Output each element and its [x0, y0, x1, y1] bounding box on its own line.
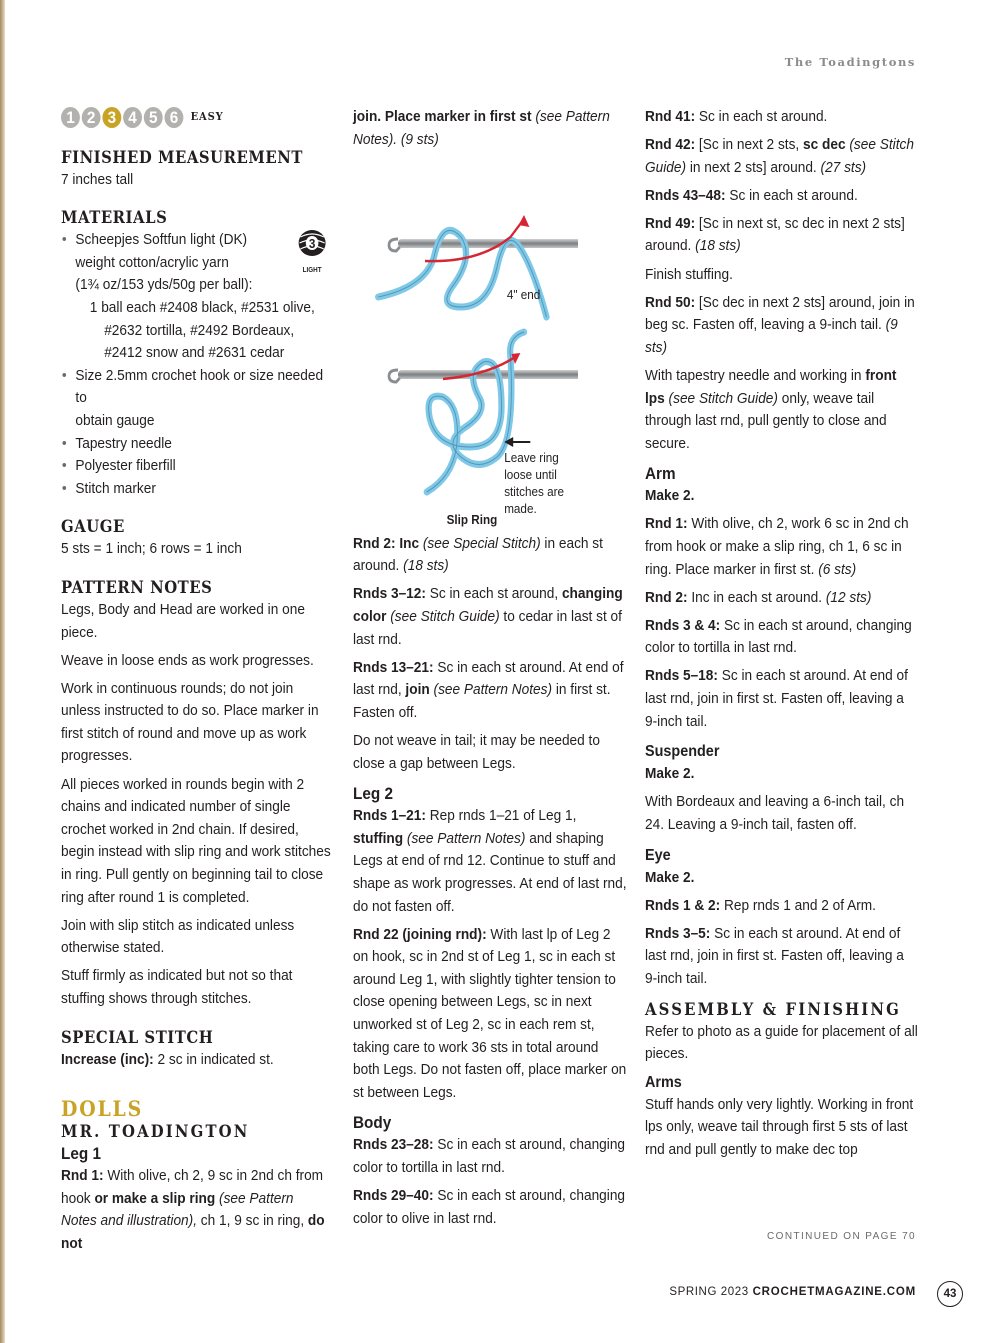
footer-magazine: SPRING 2023 CROCHETMAGAZINE.COM	[669, 1286, 916, 1298]
body-rnds43-48: Rnds 43–48: Sc in each st around.	[645, 186, 858, 204]
figure-caption: Slip Ring	[446, 511, 498, 527]
special-stitch-heading: SPECIAL STITCH	[61, 1027, 214, 1047]
leg2-heading: Leg 2	[353, 784, 393, 804]
finished-measurement-heading: FINISHED MEASUREMENT	[61, 147, 303, 167]
material-yarn-colors-1: 1 ball each #2408 black, #2531 olive,	[89, 298, 315, 316]
continued-note: CONTINUED ON PAGE 70	[767, 1231, 916, 1242]
body-rnds23-28: Rnds 23–28: Sc in each st around, changing color to tortilla in last rnd.	[353, 1136, 626, 1176]
arm-rnds5-18: Rnds 5–18: Sc in each st around. At end of last rnd, join in first st. Fasten off, leaving a 9-inch tail.	[645, 667, 908, 730]
suspender-make: Make 2.	[645, 765, 695, 783]
leg1-rnd2: Rnd 2: Inc (see Special Stitch) in each st around. (18 sts)	[353, 534, 603, 575]
body-rnds29-40: Rnds 29–40: Sc in each st around, changing color to olive in last rnd.	[353, 1187, 626, 1227]
finish-stuffing: Finish stuffing.	[645, 265, 733, 283]
crochet-hook-top	[398, 239, 578, 248]
material-yarn-colors-2: #2632 tortilla, #2492 Bordeaux,	[104, 321, 295, 339]
material-hook: • Size 2.5mm crochet hook or size needed to obtain gauge	[61, 365, 331, 433]
column-3	[645, 106, 920, 1167]
skill-level-indicator	[61, 106, 331, 129]
body-rnd49: Rnd 49: [Sc in next st, sc dec in next 2 sts] around. (18 sts)	[645, 214, 905, 255]
pattern-note: Stuff firmly as indicated but not so that stuffing shows through stitches.	[61, 967, 293, 1007]
arms-heading: Arms	[645, 1073, 682, 1091]
skill-level-circle: 1	[61, 107, 80, 128]
tapestry-note: With tapestry needle and working in front lps (see Stitch Guide) only, weave tail through last rnd, pull gently to close and secure.	[645, 366, 897, 452]
pattern-note: Weave in loose ends as work progresses.	[61, 651, 314, 669]
material-yarn: • Scheepjes Softfun light (DK) weight cotton/acrylic yarn (1¾ oz/153 yds/50g per ball):	[61, 229, 331, 297]
skill-level-circle: 6	[165, 107, 184, 128]
page-number: 43	[937, 1281, 963, 1307]
suspender-text: With Bordeaux and leaving a 6-inch tail, ch 24. Leaving a 9-inch tail, fasten off.	[645, 793, 905, 833]
leg2-rnd22: Rnd 22 (joining rnd): With last lp of Leg 2 on hook, sc in 2nd st of Leg 1, sc in each st around Leg 1, with slightly tighter tension to close opening between Legs, sc in next unworked st of Leg 2, sc in each rem st, taking care to work 36 sts in total around both Legs. Do not fasten off, place marker on st between Legs.	[353, 925, 627, 1101]
leg1-rnds13-21: Rnds 13–21: Sc in each st around. At end of last rnd, join (see Pattern Notes) in first st. Fasten off.	[353, 658, 624, 721]
body-rnd41: Rnd 41: Sc in each st around.	[645, 108, 828, 125]
mr-toadington-heading: MR. TOADINGTON	[61, 1122, 250, 1142]
fig-end-label: 4" end	[506, 287, 541, 302]
leg2-rnds1-21: Rnds 1–21: Rep rnds 1–21 of Leg 1, stuffing (see Pattern Notes) and shaping Legs at end of rnd 12. Continue to stuff and shape as work progresses. At end of last rnd, do not fasten off.	[353, 807, 627, 915]
gauge-heading: GAUGE	[61, 517, 125, 537]
assembly-text: Refer to photo as a guide for placement of all pieces.	[645, 1022, 918, 1063]
eye-rnds1-2: Rnds 1 & 2: Rep rnds 1 and 2 of Arm.	[645, 896, 876, 914]
leg1-rnd1-cont: join. Place marker in first st (see Pattern Notes). (9 sts)	[353, 108, 610, 148]
dolls-heading: DOLLS	[61, 1096, 144, 1122]
arm-make: Make 2.	[645, 487, 695, 505]
skill-level-label: EASY	[190, 110, 224, 123]
eye-heading: Eye	[645, 846, 671, 864]
materials-list	[61, 229, 331, 500]
page-spine-edge	[0, 0, 5, 1343]
fig-ring-label-1: Leave ring	[504, 450, 559, 465]
assembly-heading: ASSEMBLY & FINISHING	[645, 999, 901, 1019]
suspender-heading: Suspender	[645, 743, 720, 761]
material-yarn-colors-3: #2412 snow and #2631 cedar	[104, 344, 285, 362]
material-needle: • Tapestry needle	[61, 433, 331, 456]
arm-rnd2: Rnd 2: Inc in each st around. (12 sts)	[645, 588, 872, 606]
gauge-text: 5 sts = 1 inch; 6 rows = 1 inch	[61, 540, 242, 558]
column-1	[61, 106, 331, 1261]
body-rnd50: Rnd 50: [Sc dec in next 2 sts] around, join in beg sc. Fasten off, leaving a 9-inch tail. (9 sts)	[645, 293, 915, 356]
pattern-note: All pieces worked in rounds begin with 2 chains and indicated number of single crochet worked in 2nd chain. If desired, begin instead with slip ring and work stitches in ring. Pull gently on beginning tail to close ring after round 1 is completed.	[61, 775, 331, 906]
arm-rnds3-4: Rnds 3 & 4: Sc in each st around, changing color to tortilla in last rnd.	[645, 616, 912, 657]
fig-ring-label-2: loose until	[504, 467, 557, 482]
eye-rnds3-5: Rnds 3–5: Sc in each st around. At end of last rnd, join in first st. Fasten off, leaving a 9-inch tail.	[645, 924, 904, 987]
slip-ring-illustration	[353, 157, 578, 527]
yarn-weight-number: 3	[308, 236, 316, 252]
special-stitch-text: Increase (inc): 2 sc in indicated st.	[61, 1050, 274, 1068]
pattern-note: Work in continuous rounds; do not join unless instructed to do so. Place marker in first stitch of round and move up as work progresses.	[61, 679, 319, 765]
finished-measurement-text: 7 inches tall	[61, 170, 134, 188]
running-title: The Toadingtons	[784, 55, 916, 69]
material-marker: • Stitch marker	[61, 478, 331, 501]
materials-heading: MATERIALS	[61, 208, 168, 228]
eye-make: Make 2.	[645, 868, 695, 886]
body-heading: Body	[353, 1113, 392, 1133]
leg1-rnd1: Rnd 1: With olive, ch 2, 9 sc in 2nd ch from hook or make a slip ring (see Pattern Notes and illustration), ch 1, 9 sc in ring, do not	[61, 1167, 325, 1252]
skill-level-circle: 2	[82, 107, 101, 128]
fig-ring-label-4: made.	[504, 501, 537, 516]
arm-heading: Arm	[645, 464, 676, 484]
slip-ring-diagram	[353, 157, 578, 517]
pattern-note: Join with slip stitch as indicated unless otherwise stated.	[61, 916, 295, 957]
fig-ring-label-3: stitches are	[504, 484, 564, 499]
pattern-notes-heading: PATTERN NOTES	[61, 577, 213, 597]
yarn-weight-label: LIGHT	[302, 266, 322, 274]
skill-level-circle: 5	[144, 107, 163, 128]
pattern-note: Legs, Body and Head are worked in one piece.	[61, 600, 305, 641]
skill-level-circle: 3	[102, 107, 121, 128]
column-2	[353, 106, 628, 1236]
arms-text: Stuff hands only very lightly. Working in front lps only, weave tail through first 5 sts of last rnd and pull gently to make dec top	[645, 1095, 914, 1158]
body-rnd42: Rnd 42: [Sc in next 2 sts, sc dec (see Stitch Guide) in next 2 sts] around. (27 sts)	[645, 136, 914, 176]
weave-note: Do not weave in tail; it may be needed to close a gap between Legs.	[353, 731, 600, 772]
arm-rnd1: Rnd 1: With olive, ch 2, work 6 sc in 2nd ch from hook or make a slip ring, ch 1, 6 sc in ring. Place marker in first st. (6 sts)	[645, 515, 909, 578]
skill-level-circle: 4	[123, 107, 142, 128]
material-fiberfill: • Polyester fiberfill	[61, 455, 331, 478]
leg1-heading: Leg 1	[61, 1144, 101, 1164]
leg1-rnds3-12: Rnds 3–12: Sc in each st around, changing color (see Stitch Guide) to cedar in last st of last rnd.	[353, 585, 623, 648]
